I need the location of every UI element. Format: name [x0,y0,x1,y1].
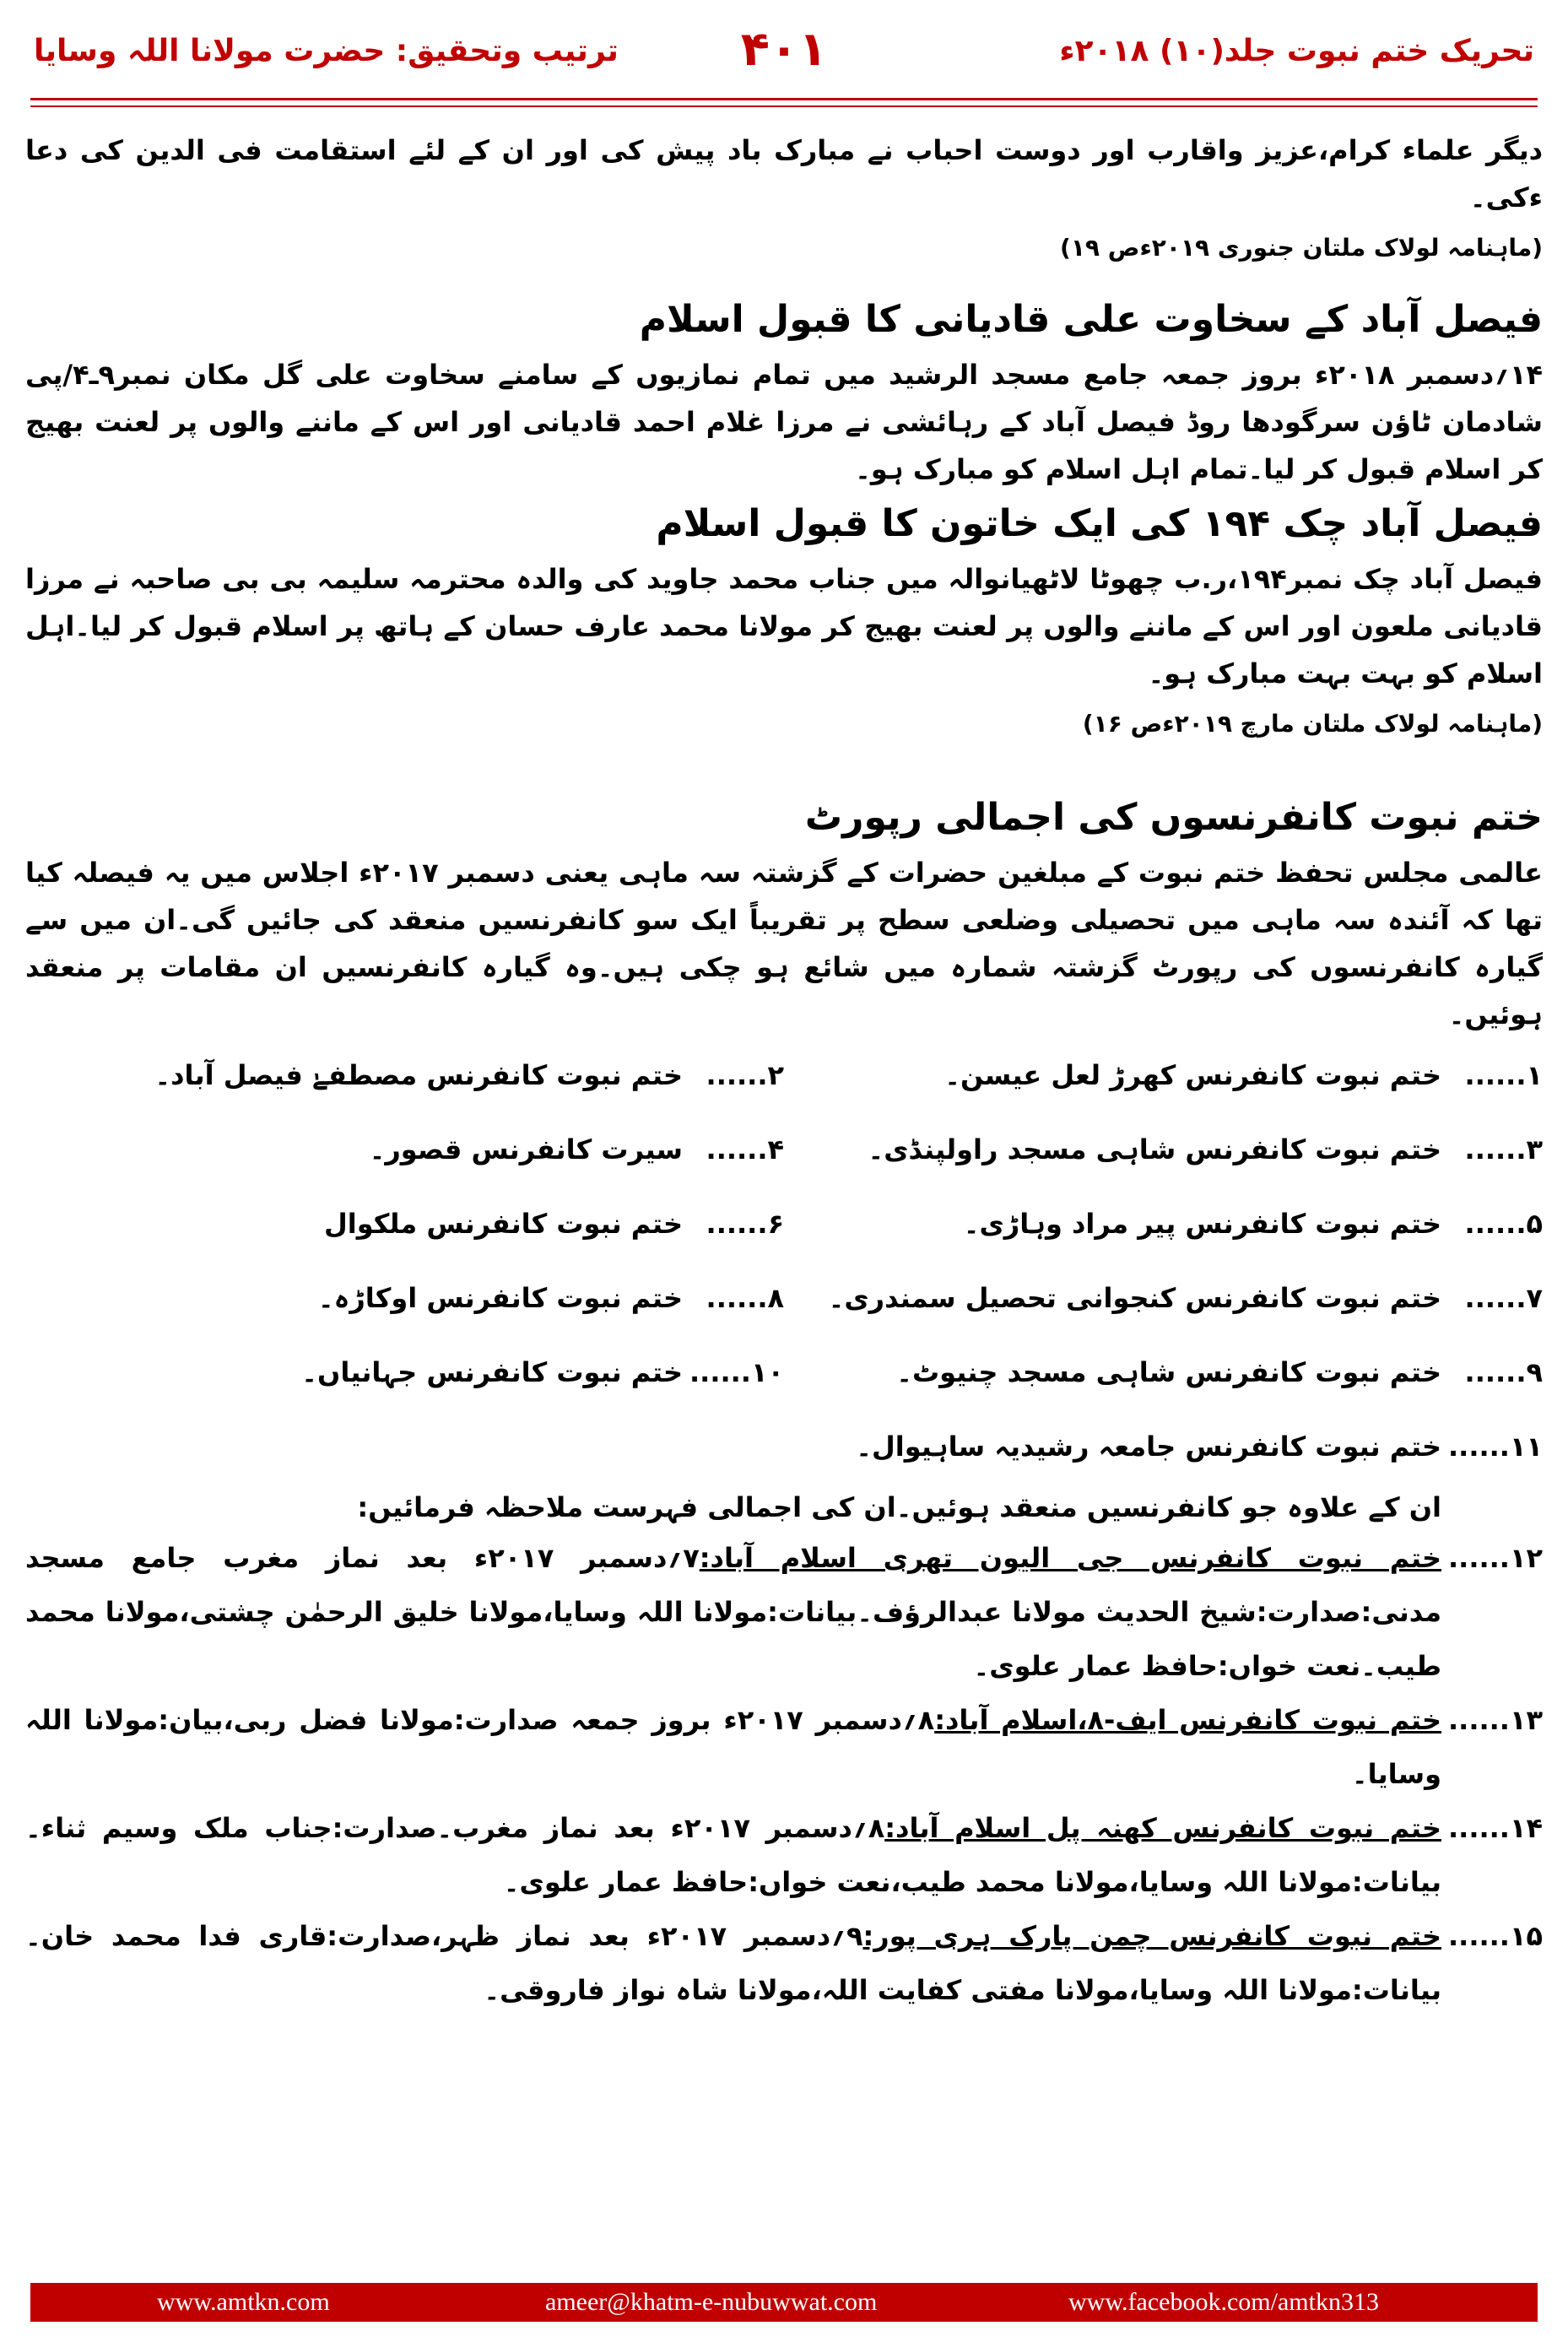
page-header [34,22,1534,95]
list-item: ۱...... ختم نبوت کانفرنس کھرڑ لعل عیسن۔ [944,1059,1543,1091]
list-item: ۸...... ختم نبوت کانفرنس اوکاڑہ۔ [317,1282,784,1314]
header-book-title: تحریک ختم نبوت جلد(۱۰) ۲۰۱۸ء [1059,34,1534,68]
footer-email-link[interactable]: ameer@khatm-e-nubuwwat.com [545,2288,878,2316]
page-footer [30,2283,1538,2322]
intro-source: (ماہنامہ لولاک ملتان جنوری ۲۰۱۹ءص ۱۹) [1060,234,1543,262]
entry-title: ختم نبوت کانفرنس چمن پارک ہری پور: [862,1920,1442,1952]
section1-paragraph: ۱۴؍دسمبر ۲۰۱۸ء بروز جمعہ جامع مسجد الرشید میں تمام نمازیوں کے سامنے سخاوت علی گل مکان نمبر۹ـ۴/پی شادمان ٹاؤن سرگودھا روڈ فیصل آباد کے رہائشی نے مرزا غلام احمد قادیانی اور اس کے ماننے والوں پر لعنت بھیج کر اسلام قبول کر لیا۔تمام اہل اسلام کو مبارک ہو۔ [25,359,1544,485]
list-item: ۶...... ختم نبوت کانفرنس ملکوال [323,1208,784,1240]
section3-heading: ختم نبوت کانفرنسوں کی اجمالی رپورٹ [804,796,1543,839]
entry-title: ختم نبوت کانفرنس ایف-۸،اسلام آباد: [934,1704,1442,1736]
list-item: ۷...... ختم نبوت کانفرنس کنجوانی تحصیل سمندری۔ [828,1282,1543,1314]
page-number: ۴۰۱ [740,22,828,77]
header-compiler: ترتیب وتحقیق: حضرت مولانا اللہ وسایا [34,34,619,68]
list-item: ۱۰...... ختم نبوت کانفرنس جہانیاں۔ [301,1356,784,1388]
conference-entry: ۱۵...... ختم نبوت کانفرنس چمن پارک ہری پور:۹؍دسمبر ۲۰۱۷ء بعد نماز ظہر،صدارت:قاری فدا محمد خان۔بیانات:مولانا اللہ وسایا،مولانا مفتی کفایت اللہ،مولانا شاہ نواز فاروقی۔ [25,1920,1543,2006]
section3-after-list: ان کے علاوہ جو کانفرنسیں منعقد ہوئیں۔ان کی اجمالی فہرست ملاحظہ فرمائیں: [357,1491,1441,1523]
conference-entry: ۱۴...... ختم نبوت کانفرنس کھنہ پل اسلام آباد:۸؍دسمبر ۲۰۱۷ء بعد نماز مغرب۔صدارت:جناب ملک وسیم ثناء۔بیانات:مولانا اللہ وسایا،مولانا محمد طیب،نعت خواں:حافظ عمار علوی۔ [25,1812,1543,1898]
list-item: ۲...... ختم نبوت کانفرنس مصطفےٰ فیصل آباد۔ [154,1059,784,1091]
conference-list [25,1038,1543,1484]
section2-paragraph: فیصل آباد چک نمبر۱۹۴،ر.ب چھوٹا لاٹھیانوالہ میں جناب محمد جاوید کی والدہ محترمہ سلیمہ بی بی صاحبہ نے مرزا قادیانی ملعون اور اس کے ماننے والوں پر لعنت بھیج کر مولانا محمد عارف حسان کے ہاتھ پر اسلام قبول کر لیا۔اہل اسلام کو بہت بہت مبارک ہو۔ [25,563,1544,690]
entry-text: ۸؍دسمبر ۲۰۱۷ء بعد نماز مغرب۔صدارت:جناب ملک وسیم ثناء۔بیانات:مولانا اللہ وسایا،مولانا محمد طیب،نعت خواں:حافظ عمار علوی۔ [25,1812,1441,1898]
list-item: ۴...... سیرت کانفرنس قصور۔ [369,1133,784,1166]
list-item: ۹...... ختم نبوت کانفرنس شاہی مسجد چنیوٹ۔ [896,1356,1543,1388]
footer-website-link[interactable]: www.amtkn.com [157,2288,330,2316]
conference-entry: ۱۲...... ختم نبوت کانفرنس جی الیون تھری اسلام آباد:۷؍دسمبر ۲۰۱۷ء بعد نماز مغرب جامع مسجد مدنی:صدارت:شیخ الحدیث مولانا عبدالرؤف۔بیانات:مولانا اللہ وسایا،مولانا خلیق الرحمٰن چشتی،مولانا محمد طیب۔نعت خواں:حافظ عمار علوی۔ [25,1542,1543,1682]
conference-entry: ۱۳...... ختم نبوت کانفرنس ایف-۸،اسلام آباد:۸؍دسمبر ۲۰۱۷ء بروز جمعہ صدارت:مولانا فضل ربی،بیان:مولانا اللہ وسایا۔ [25,1704,1543,1790]
section1-heading: فیصل آباد کے سخاوت علی قادیانی کا قبول اسلام [639,298,1543,341]
section2-source: (ماہنامہ لولاک ملتان مارچ ۲۰۱۹ءص ۱۶) [1082,710,1543,738]
section3-paragraph: عالمی مجلس تحفظ ختم نبوت کے مبلغین حضرات کے گزشتہ سہ ماہی یعنی دسمبر ۲۰۱۷ء اجلاس میں یہ فیصلہ کیا تھا کہ آئندہ سہ ماہی میں تحصیلی وضلعی سطح پر تقریباً ایک سو کانفرنسیں منعقد کی جائیں گی۔ان میں سے گیارہ کانفرنسوں کی رپورٹ گزشتہ شمارہ میں شائع ہو چکی ہیں۔وہ گیارہ کانفرنسیں ان مقامات پر منعقد ہوئیں۔ [25,857,1544,1030]
entry-title: ختم نبوت کانفرنس کھنہ پل اسلام آباد: [884,1812,1442,1844]
intro-paragraph: دیگر علماء کرام،عزیز واقارب اور دوست احباب نے مبارک باد پیش کی اور ان کے لئے استقامت فی الدین کی دعا ءکی۔ [25,134,1543,214]
entry-text: ۹؍دسمبر ۲۰۱۷ء بعد نماز ظہر،صدارت:قاری فدا محمد خان۔بیانات:مولانا اللہ وسایا،مولانا مفتی کفایت اللہ،مولانا شاہ نواز فاروقی۔ [25,1920,1441,2006]
entry-text: ۸؍دسمبر ۲۰۱۷ء بروز جمعہ صدارت:مولانا فضل ربی،بیان:مولانا اللہ وسایا۔ [25,1704,1441,1790]
section2-heading: فیصل آباد چک ۱۹۴ کی ایک خاتون کا قبول اسلام [656,502,1543,545]
page-content [25,127,1543,2017]
list-item: ۳...... ختم نبوت کانفرنس شاہی مسجد راولپنڈی۔ [868,1133,1543,1166]
list-item: ۱۱...... ختم نبوت کانفرنس جامعہ رشیدیہ ساہیوال۔ [856,1431,1543,1463]
list-item: ۵...... ختم نبوت کانفرنس پیر مراد وہاڑی۔ [963,1208,1543,1240]
header-divider [30,98,1538,107]
entry-text: ۷؍دسمبر ۲۰۱۷ء بعد نماز مغرب جامع مسجد مدنی:صدارت:شیخ الحدیث مولانا عبدالرؤف۔بیانات:مولانا اللہ وسایا،مولانا خلیق الرحمٰن چشتی،مولانا محمد طیب۔نعت خواں:حافظ عمار علوی۔ [25,1542,1441,1682]
footer-facebook-link[interactable]: www.facebook.com/amtkn313 [1068,2288,1379,2316]
entry-title: ختم نبوت کانفرنس جی الیون تھری اسلام آباد: [699,1542,1442,1574]
